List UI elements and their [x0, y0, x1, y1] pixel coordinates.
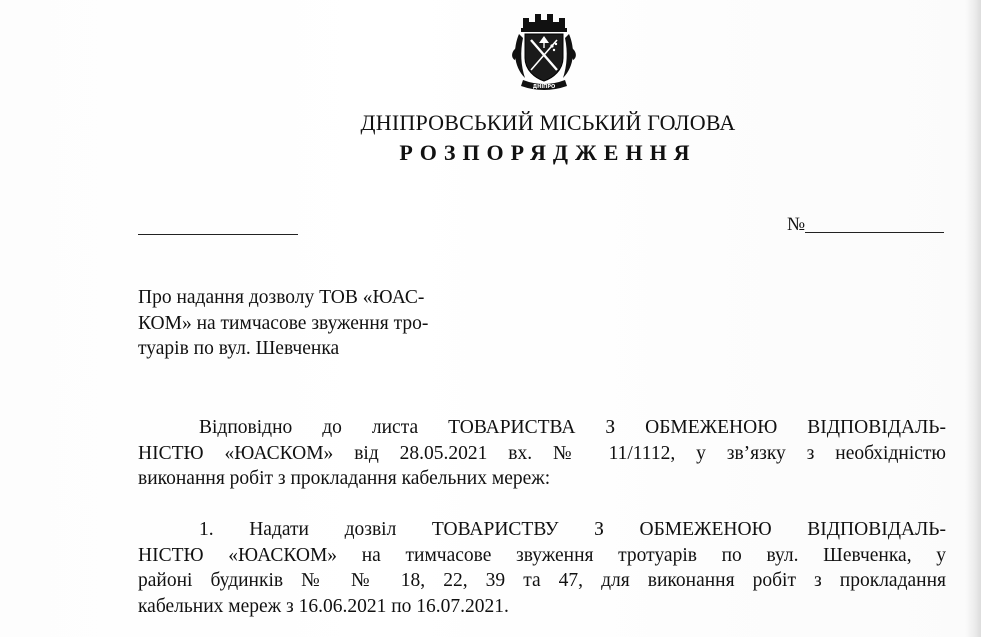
- paragraph-line: кабельних мереж з 16.06.2021 по 16.07.2021.: [138, 596, 509, 618]
- document-type-title: РОЗПОРЯДЖЕННЯ: [399, 140, 697, 165]
- subject-line: КОМ» на тимчасове звуження тро-: [138, 312, 429, 334]
- paragraph-line: 1. Надати дозвіл ТОВАРИСТВУ З ОБМЕЖЕНОЮ ВІДПОВІДАЛЬ-: [199, 519, 946, 540]
- paragraph-line: районі будинків № № 18, 22, 39 та 47, для виконання робіт з прокладання: [138, 570, 946, 592]
- number-sign: №: [787, 214, 806, 235]
- paragraph-line: виконання робіт з прокладання кабельних мереж:: [138, 468, 551, 490]
- number-blank-line: [805, 232, 944, 233]
- paragraph-line: НІСТЮ «ЮАСКОМ» від 28.05.2021 вх. № 11/1112, у зв’язку з необхідністю: [138, 442, 946, 464]
- date-blank-line: [138, 234, 298, 235]
- number-field: [787, 214, 944, 236]
- paragraph-line: НІСТЮ «ЮАСКОМ» на тимчасове звуження тротуарів по вул. Шевченка, у: [138, 544, 946, 566]
- issuing-authority: ДНІПРОВСЬКИЙ МІСЬКИЙ ГОЛОВА: [360, 110, 736, 135]
- city-coat-of-arms-icon: [509, 8, 579, 90]
- item-1-paragraph: [138, 517, 946, 620]
- document-subject: [138, 285, 508, 362]
- emblem-ribbon-text: ДНІПРО: [532, 84, 556, 90]
- scan-edge-shadow: [965, 0, 981, 637]
- paragraph-line: Відповідно до листа ТОВАРИСТВА З ОБМЕЖЕНОЮ ВІДПОВІДАЛЬ-: [199, 417, 946, 438]
- subject-line: Про надання дозволу ТОВ «ЮАС-: [138, 287, 425, 308]
- preamble-paragraph: [138, 415, 946, 492]
- subject-line: туарів по вул. Шевченка: [138, 338, 340, 359]
